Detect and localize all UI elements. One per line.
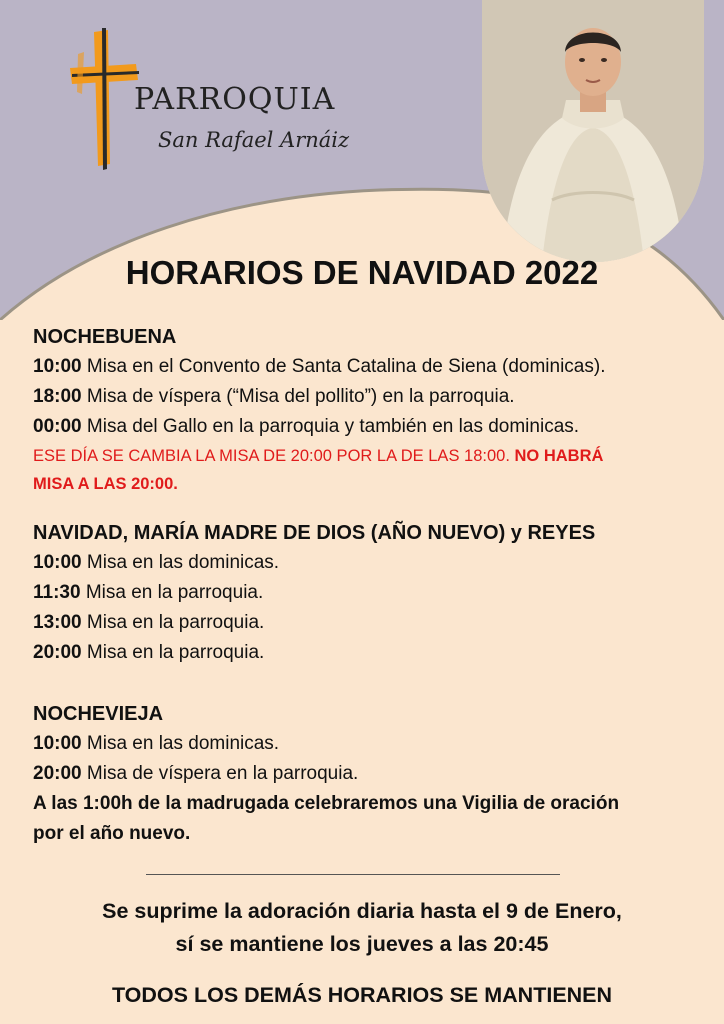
nochebuena-section xyxy=(33,322,703,498)
saint-portrait xyxy=(482,0,704,262)
vigil-line: A las 1:00h de la madrugada celebraremos una Vigilia de oración xyxy=(33,793,620,814)
warning-emphasis: NO HABRÁ xyxy=(514,447,604,465)
schedule-line xyxy=(33,608,703,638)
schedule-text: Misa en la parroquia. xyxy=(86,612,265,633)
schedule-text: Misa en el Convento de Santa Catalina de Siena (dominicas). xyxy=(86,356,606,377)
schedule-time: 20:00 xyxy=(33,763,82,784)
warning-emphasis-2: MISA A LAS 20:00. xyxy=(33,475,178,493)
parish-logo xyxy=(64,24,364,174)
schedule-text: Misa en las dominicas. xyxy=(86,733,280,754)
schedule-text: Misa de víspera (“Misa del pollito”) en la parroquia. xyxy=(86,386,515,407)
schedule-time: 18:00 xyxy=(33,386,82,407)
cross-icon xyxy=(64,24,144,174)
footer-line-2: sí se mantiene los jueves a las 20:45 xyxy=(175,932,549,956)
schedule-time: 10:00 xyxy=(33,356,82,377)
footer-notice xyxy=(0,895,724,961)
page-title: HORARIOS DE NAVIDAD 2022 xyxy=(125,254,599,291)
schedule-time: 10:00 xyxy=(33,733,82,754)
schedule-time: 11:30 xyxy=(33,582,81,603)
schedule-line xyxy=(33,759,703,789)
schedule-line xyxy=(33,412,703,442)
navidad-section xyxy=(33,518,703,668)
logo-title: PARROQUIA xyxy=(134,82,336,117)
section-title: NOCHEBUENA xyxy=(33,326,177,348)
section-title: NAVIDAD, MARÍA MADRE DE DIOS (AÑO NUEVO) y REYES xyxy=(33,522,596,544)
schedule-text: Misa en la parroquia. xyxy=(85,582,264,603)
section-title: NOCHEVIEJA xyxy=(33,703,164,725)
schedule-line xyxy=(33,578,703,608)
schedule-time: 00:00 xyxy=(33,416,82,437)
logo-subtitle: San Rafael Arnáiz xyxy=(158,128,350,152)
footer-line-1: Se suprime la adoración diaria hasta el 9 de Enero, xyxy=(102,899,622,923)
schedule-time: 20:00 xyxy=(33,642,82,663)
schedule-line xyxy=(33,638,703,668)
nochevieja-section xyxy=(33,699,703,849)
warning-text: ESE DÍA SE CAMBIA LA MISA DE 20:00 POR LA DE LAS 18:00. xyxy=(33,447,510,465)
schedule-time: 10:00 xyxy=(33,552,82,573)
schedule-line xyxy=(33,352,703,382)
schedule-text: Misa del Gallo en la parroquia y también en las dominicas. xyxy=(86,416,580,437)
divider xyxy=(146,874,560,875)
warning-notice xyxy=(33,442,703,498)
schedule-time: 13:00 xyxy=(33,612,82,633)
vigil-line-2: por el año nuevo. xyxy=(33,823,191,844)
schedule-line xyxy=(33,729,703,759)
footer-final: TODOS LOS DEMÁS HORARIOS SE MANTIENEN xyxy=(111,983,613,1007)
schedule-text: Misa en la parroquia. xyxy=(86,642,265,663)
schedule-line xyxy=(33,548,703,578)
schedule-text: Misa en las dominicas. xyxy=(86,552,280,573)
schedule-text: Misa de víspera en la parroquia. xyxy=(86,763,359,784)
schedule-line xyxy=(33,382,703,412)
